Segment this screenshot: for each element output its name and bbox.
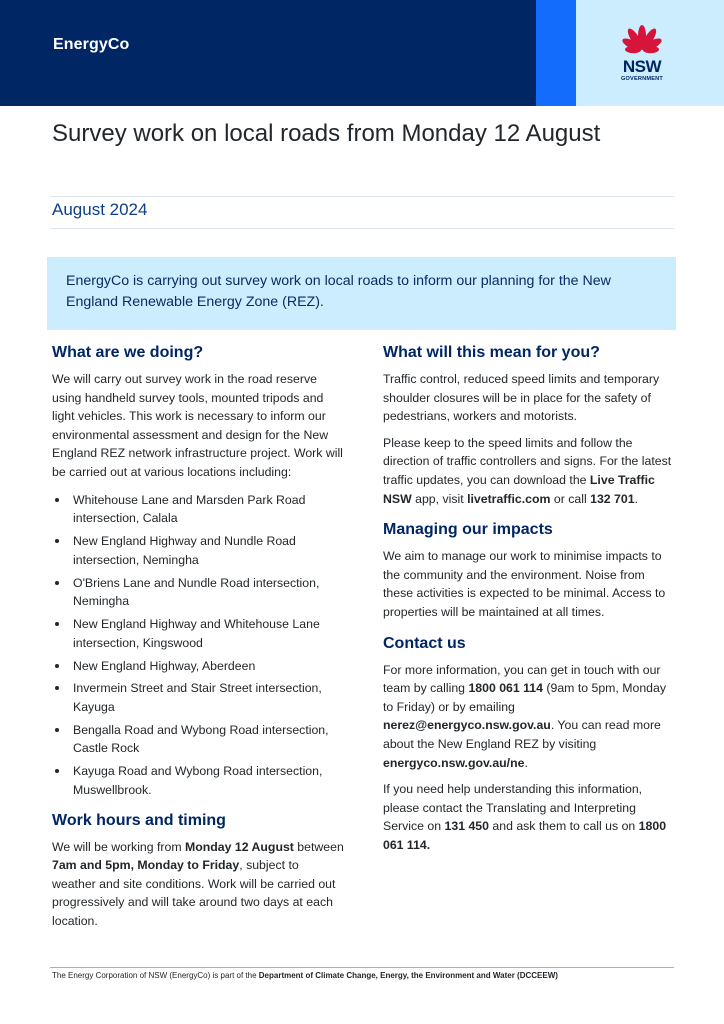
hours-body: We will be working from Monday 12 August between 7am and 5pm, Monday to Friday, subject to weather and site conditions. Work will be carried out progressively and will take around two days at each location. xyxy=(52,839,344,928)
footer-divider xyxy=(50,967,674,968)
page-title: Survey work on local roads from Monday 12 August xyxy=(52,120,601,147)
list-item: New England Highway and Nundle Road intersection, Nemingha xyxy=(52,532,344,569)
contact-phone[interactable]: 1800 061 114 xyxy=(468,681,543,696)
section-heading-contact: Contact us xyxy=(383,634,466,652)
callback-phone[interactable]: 1800 061 114. xyxy=(383,819,667,852)
right-column xyxy=(383,342,673,854)
list-item: Bengalla Road and Wybong Road intersection, Castle Rock xyxy=(52,721,344,758)
section-heading-doing: What are we doing? xyxy=(52,344,204,361)
contact-body-1: For more information, you can get in touch with our team by calling 1800 061 114 (9am to 5pm, Monday to Friday) or by emailing nerez@energyco.nsw.gov.au. You can read more about the New England REZ by visiting energyco.nsw.gov.au/ne. xyxy=(383,662,667,770)
header-stripe xyxy=(536,0,576,106)
nsw-logo-wordmark: NSW xyxy=(622,57,662,76)
list-item: New England Highway and Whitehouse Lane intersection, Kingswood xyxy=(52,615,344,652)
tis-phone[interactable]: 131 450 xyxy=(444,819,489,834)
section-heading-hours: Work hours and timing xyxy=(52,811,226,829)
list-item: New England Highway, Aberdeen xyxy=(52,657,344,676)
impacts-body: We aim to manage our work to minimise impacts to the community and the environment. Noise from these activities is expected to be minimal. Access to properties will be maintained at all times. xyxy=(383,549,666,619)
section-heading-mean: What will this mean for you? xyxy=(383,344,600,361)
section-heading-impacts: Managing our impacts xyxy=(383,521,553,539)
contact-email-link[interactable]: nerez@energyco.nsw.gov.au xyxy=(383,718,551,733)
list-item: Kayuga Road and Wybong Road intersection, Muswellbrook. xyxy=(52,762,344,799)
brand-name: EnergyCo xyxy=(53,36,130,53)
list-item: O'Briens Lane and Nundle Road intersection, Nemingha xyxy=(52,574,344,611)
list-item: Invermein Street and Stair Street intersection, Kayuga xyxy=(52,679,344,716)
doing-body: We will carry out survey work in the road reserve using handheld survey tools, mounted tripods and light vehicles. This work is necessary to inform our environmental assessment and design for the New England REZ network infrastructure project. Work will be carried out at various locations including: xyxy=(52,372,343,479)
livetraffic-link[interactable]: livetraffic.com xyxy=(467,491,551,506)
mean-body-2: Please keep to the speed limits and follow the direction of traffic controllers and signs. For the latest traffic updates, you can download the Live Traffic NSW app, visit livetraffic.com or call 132 701. xyxy=(383,435,672,506)
energyco-website-link[interactable]: energyco.nsw.gov.au/ne xyxy=(383,755,525,770)
left-column xyxy=(52,342,344,931)
contact-body-2: If you need help understanding this information, please contact the Translating and Interpreting Service on 131 450 and ask them to call us on 1800 061 114. xyxy=(383,782,667,852)
footer-note: The Energy Corporation of NSW (EnergyCo) is part of the Department of Climate Change, Energy, the Environment and Water (DCCEEW) xyxy=(52,971,558,980)
intro-text: EnergyCo is carrying out survey work on local roads to inform our planning for the New England Renewable Energy Zone (REZ). xyxy=(66,273,611,310)
nsw-logo-subtitle: GOVERNMENT xyxy=(620,76,664,82)
list-item: Whitehouse Lane and Marsden Park Road intersection, Calala xyxy=(52,491,344,528)
mean-body-1: Traffic control, reduced speed limits and temporary shoulder closures will be in place for the safety of pedestrians, workers and motorists. xyxy=(383,372,660,424)
divider xyxy=(50,196,674,197)
traffic-phone[interactable]: 132 701 xyxy=(590,491,635,506)
intro-callout xyxy=(47,257,676,330)
publication-date: August 2024 xyxy=(52,200,148,219)
divider xyxy=(50,228,674,229)
locations-list xyxy=(52,491,344,800)
